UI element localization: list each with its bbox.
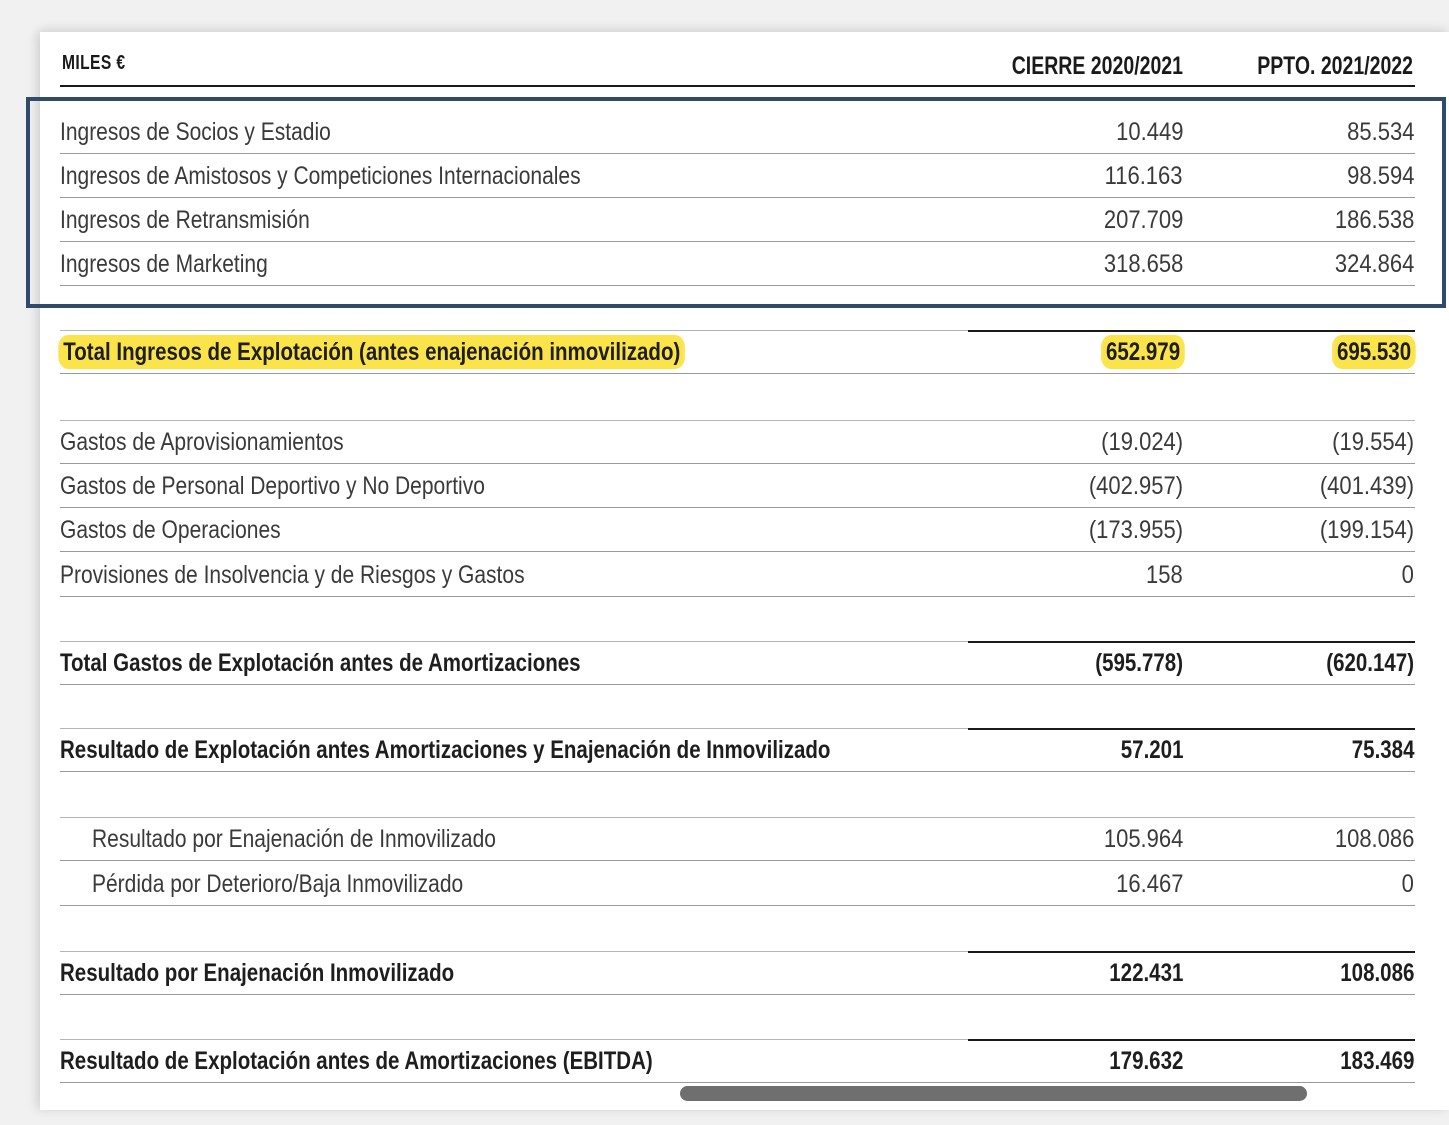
row-label: Ingresos de Socios y Estadio (60, 118, 331, 146)
row-label: Ingresos de Amistosos y Competiciones Internacionales (60, 162, 581, 190)
table-row (60, 242, 1415, 286)
total-row-enajenacion (60, 951, 1415, 995)
row-value-cierre: 179.632 (1108, 1047, 1183, 1075)
row-label: Resultado de Explotación antes Amortizaciones y Enajenación de Inmovilizado (60, 736, 831, 764)
row-label: Resultado de Explotación antes de Amortizaciones (EBITDA) (60, 1047, 653, 1075)
total-row-ingresos (60, 330, 1415, 374)
row-value-ppto: 183.469 (1339, 1047, 1414, 1075)
row-value-ppto: 85.534 (1346, 118, 1414, 146)
table-row (60, 508, 1415, 552)
row-value-ppto: 0 (1401, 870, 1414, 898)
total-row-ebitda (60, 1039, 1415, 1083)
row-label: Provisiones de Insolvencia y de Riesgos y Gastos (60, 561, 525, 589)
row-value-cierre: 318.658 (1103, 250, 1183, 278)
row-label: Total Gastos de Explotación antes de Amortizaciones (60, 649, 581, 677)
row-value-ppto: (620.147) (1326, 649, 1414, 677)
header-rule (60, 85, 1415, 87)
row-value-ppto: 108.086 (1339, 959, 1414, 987)
row-value-cierre: 122.431 (1108, 959, 1183, 987)
total-row-gastos (60, 641, 1415, 685)
column-header-ppto: PPTO. 2021/2022 (1257, 52, 1413, 80)
row-label: Gastos de Operaciones (60, 516, 281, 544)
unit-header: MILES € (62, 52, 126, 74)
row-value-cierre: 10.449 (1115, 118, 1183, 146)
row-label: Total Ingresos de Explotación (antes enajenación inmovilizado) (60, 337, 684, 367)
row-label: Gastos de Personal Deportivo y No Deportivo (60, 472, 485, 500)
row-label: Ingresos de Marketing (60, 250, 268, 278)
row-value-cierre: (595.778) (1095, 649, 1183, 677)
row-value-ppto: (401.439) (1319, 472, 1414, 500)
row-value-cierre: 16.467 (1115, 870, 1183, 898)
table-row (60, 862, 1415, 906)
table-row (60, 817, 1415, 861)
row-value-ppto: (199.154) (1319, 516, 1414, 544)
row-value-ppto: 186.538 (1334, 206, 1414, 234)
row-value-cierre: (19.024) (1101, 428, 1183, 456)
table-row (60, 420, 1415, 464)
row-value-cierre: 158 (1146, 561, 1183, 589)
table-row (60, 553, 1415, 597)
row-value-ppto: 695.530 (1333, 337, 1414, 367)
row-value-cierre: 652.979 (1102, 337, 1183, 367)
row-value-cierre: 105.964 (1103, 825, 1183, 853)
table-row (60, 464, 1415, 508)
row-label: Ingresos de Retransmisión (60, 206, 310, 234)
row-value-ppto: 98.594 (1346, 162, 1414, 190)
row-value-cierre: (173.955) (1088, 516, 1183, 544)
row-label: Pérdida por Deterioro/Baja Inmovilizado (92, 870, 464, 898)
row-label: Gastos de Aprovisionamientos (60, 428, 344, 456)
row-label: Resultado por Enajenación de Inmovilizado (92, 825, 496, 853)
horizontal-scrollbar[interactable] (680, 1086, 1307, 1101)
row-value-ppto: 108.086 (1334, 825, 1414, 853)
table-row (60, 154, 1415, 198)
total-row-resultado-explotacion (60, 728, 1415, 772)
row-value-cierre: 57.201 (1120, 736, 1183, 764)
row-value-ppto: 0 (1401, 561, 1414, 589)
row-label: Resultado por Enajenación Inmovilizado (60, 959, 455, 987)
row-value-ppto: 324.864 (1334, 250, 1414, 278)
row-value-ppto: 75.384 (1351, 736, 1414, 764)
column-header-cierre: CIERRE 2020/2021 (1011, 52, 1183, 80)
row-value-cierre: (402.957) (1088, 472, 1183, 500)
table-row (60, 198, 1415, 242)
row-value-ppto: (19.554) (1332, 428, 1414, 456)
row-value-cierre: 116.163 (1105, 162, 1183, 190)
table-row (60, 110, 1415, 154)
row-value-cierre: 207.709 (1103, 206, 1183, 234)
